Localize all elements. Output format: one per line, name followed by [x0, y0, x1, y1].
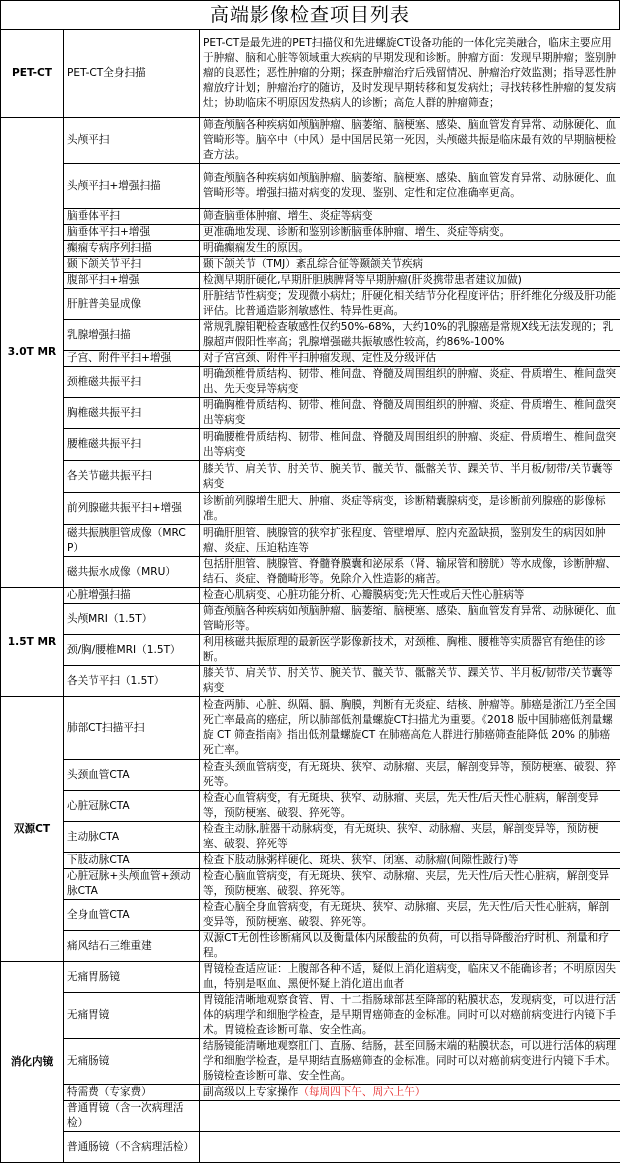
description-cell: 检测早期肝硬化,早期肝胆胰脾肾等早期肿瘤(肝炎携带患者建议加做) — [200, 273, 620, 289]
project-cell: 下肢动脉CTA — [64, 853, 200, 869]
description-text: 副高级以上专家操作 — [203, 1086, 298, 1098]
category-cell: 3.0T MR — [1, 118, 64, 588]
table-row — [1, 1101, 620, 1132]
table-row — [1, 289, 620, 320]
project-cell: 胸椎磁共振平扫 — [64, 398, 200, 429]
project-cell: 心脏冠脉CTA — [64, 791, 200, 822]
project-cell: 子宫、附件平扫+增强 — [64, 351, 200, 367]
exam-table — [0, 29, 620, 1163]
table-row — [1, 367, 620, 398]
table-row — [1, 351, 620, 367]
description-cell: 筛查颅脑各种疾病如颅脑肿瘤、脑萎缩、脑梗塞、感染、脑血管发育异常、动脉硬化、血管畸形等。增强扫描对病变的发现、鉴别、定性和定位准确率更高。 — [200, 164, 620, 209]
description-cell: 胃镜检查适应证：上腹部各种不适，疑似上消化道病变，临床又不能确诊者；不明原因失血，特别是呕血、黑便怀疑上消化道出血者 — [200, 962, 620, 993]
table-row — [1, 697, 620, 760]
table-row — [1, 461, 620, 493]
description-cell: 检查下肢动脉粥样硬化、斑块、狭窄、闭塞、动脉瘤(间隙性跛行)等 — [200, 853, 620, 869]
category-cell: 1.5T MR — [1, 588, 64, 697]
table-row — [1, 1132, 620, 1163]
description-cell: 利用核磁共振原理的最新医学影像新技术，对颈椎、胸椎、腰椎等实质器官有绝佳的诊断。 — [200, 635, 620, 666]
project-cell: 肺部CT扫描平扫 — [64, 697, 200, 760]
project-cell: 头颅平扫+增强扫描 — [64, 164, 200, 209]
project-cell: 肝脏普美显成像 — [64, 289, 200, 320]
project-cell: 脑垂体平扫+增强 — [64, 225, 200, 241]
table-row — [1, 429, 620, 461]
description-cell: 明确腰椎骨质结构、韧带、椎间盘、脊髓及周围组织的肿瘤、炎症、骨质增生、椎间盘突出等病变 — [200, 429, 620, 461]
table-row — [1, 557, 620, 588]
description-cell: 检查主动脉,脏器干动脉病变，有无斑块、狭窄、动脉瘤、夹层，解剖变异等，预防梗塞、破裂、猝死等 — [200, 822, 620, 853]
table-row — [1, 257, 620, 273]
table-row — [1, 791, 620, 822]
project-cell: 颞下颌关节平扫 — [64, 257, 200, 273]
project-cell: 乳腺增强扫描 — [64, 320, 200, 351]
table-row — [1, 760, 620, 791]
exam-table-body — [1, 30, 620, 1163]
table-row — [1, 525, 620, 557]
project-cell: 腹部平扫+增强 — [64, 273, 200, 289]
project-cell: 普通胃镜（含一次病理活检） — [64, 1101, 200, 1132]
category-cell: 消化内镜 — [1, 962, 64, 1163]
table-row — [1, 900, 620, 931]
page-title: 高端影像检查项目列表 — [0, 0, 620, 29]
project-cell: 头颅MRI（1.5T） — [64, 604, 200, 635]
description-cell: 检查心脑全身血管病变，有无斑块、狭窄、动脉瘤、夹层，先天性/后天性心脏病，解剖变异等，预防梗塞、破裂、猝死等。 — [200, 900, 620, 931]
category-cell: 双源CT — [1, 697, 64, 962]
project-cell: 头颅平扫 — [64, 118, 200, 164]
table-row — [1, 164, 620, 209]
description-cell: 明确颈椎骨质结构、韧带、椎间盘、脊髓及周围组织的肿瘤、炎症、骨质增生、椎间盘突出、先天变异等病变 — [200, 367, 620, 398]
project-cell: 颈椎磁共振平扫 — [64, 367, 200, 398]
project-cell: 特需费（专家费） — [64, 1085, 200, 1101]
project-cell: 无痛肠镜 — [64, 1039, 200, 1085]
project-cell: 无痛胃镜 — [64, 993, 200, 1039]
table-row — [1, 853, 620, 869]
project-cell: 各关节平扫（1.5T） — [64, 666, 200, 697]
description-cell: 常规乳腺钼靶检查敏感性仅约50%-68%，大约10%的乳腺癌是常规X线无法发现的；乳腺超声假阳性率高；乳腺增强磁共振敏感性较高，约86%-100% — [200, 320, 620, 351]
description-cell: 明确肝胆管、胰腺管的狭窄扩张程度、管壁增厚、腔内充盈缺损，鉴别发生的病因如肿瘤、炎症、压迫粘连等 — [200, 525, 620, 557]
project-cell: 前列腺磁共振平扫+增强 — [64, 493, 200, 525]
table-row — [1, 869, 620, 900]
project-cell: 心脏增强扫描 — [64, 588, 200, 604]
description-cell: 诊断前列腺增生肥大、肿瘤、炎症等病变，诊断精囊腺病变，是诊断前列腺癌的影像标准。 — [200, 493, 620, 525]
description-cell: 包括肝胆管、胰腺管、脊髓脊膜囊和泌尿系（肾、输尿管和膀胱）等水成像，诊断肿瘤、结石、炎症、脊髓畸形等。免除介入性造影的痛苦。 — [200, 557, 620, 588]
table-row — [1, 1085, 620, 1101]
description-cell: 检查心肌病变、心脏功能分析、心瓣膜病变;先天性或后天性心脏病等 — [200, 588, 620, 604]
table-row — [1, 822, 620, 853]
description-cell: 筛查脑垂体肿瘤、增生、炎症等病变 — [200, 209, 620, 225]
project-cell: 无痛胃肠镜 — [64, 962, 200, 993]
description-cell: 检查头颈血管病变，有无斑块、狭窄、动脉瘤、夹层，解剖变异等，预防梗塞、破裂、猝死等。 — [200, 760, 620, 791]
description-cell — [200, 1101, 620, 1132]
table-row — [1, 225, 620, 241]
project-cell: 磁共振水成像（MRU） — [64, 557, 200, 588]
project-cell: 心脏冠脉+头颅血管+颈动脉CTA — [64, 869, 200, 900]
schedule-highlight: （每周四下午、周六上午） — [298, 1086, 425, 1098]
table-row — [1, 993, 620, 1039]
project-cell: 各关节磁共振平扫 — [64, 461, 200, 493]
table-row — [1, 604, 620, 635]
project-cell: 头颈血管CTA — [64, 760, 200, 791]
table-row — [1, 320, 620, 351]
description-cell: 检查两肺、心脏、纵隔、膈、胸膜，判断有无炎症、结核、肿瘤等。肺癌是浙江乃至全国死亡率最高的癌症，所以肺部低剂量螺旋CT扫描尤为重要。《2018 版中国肺癌低剂量螺旋 CT 筛查指南》指出低剂量螺旋CT 在肺癌高危人群进行肺癌筛查能降低 20% 的肺癌死亡率。 — [200, 697, 620, 760]
description-cell: 检查心脑血管病变，有无斑块、狭窄、动脉瘤、夹层，先天性/后天性心脏病，解剖变异等，预防梗塞、破裂、猝死等。 — [200, 869, 620, 900]
description-cell: 筛查颅脑各种疾病如颅脑肿瘤、脑萎缩、脑梗塞、感染、脑血管发育异常、动脉硬化、血管畸形等。 — [200, 604, 620, 635]
table-row — [1, 118, 620, 164]
table-row — [1, 962, 620, 993]
description-cell: 明确胸椎骨质结构、韧带、椎间盘、脊髓及周围组织的肿瘤、炎症、骨质增生、椎间盘突出等病变 — [200, 398, 620, 429]
table-row — [1, 398, 620, 429]
table-row — [1, 931, 620, 962]
description-cell — [200, 1132, 620, 1163]
project-cell: PET-CT全身扫描 — [64, 30, 200, 118]
table-row — [1, 1039, 620, 1085]
description-cell: 胃镜能清晰地观察食管、胃、十二指肠球部甚至降部的粘膜状态，发现病变，可以进行活体的病理学和细胞学检查，是早期胃癌筛查的金标准。同时可以对癌前病变进行内镜下手术。胃镜检查诊断可靠、安全性高。 — [200, 993, 620, 1039]
project-cell: 普通肠镜（不含病理活检） — [64, 1132, 200, 1163]
project-cell: 腰椎磁共振平扫 — [64, 429, 200, 461]
table-row — [1, 666, 620, 697]
project-cell: 癫痫专病序列扫描 — [64, 241, 200, 257]
table-row — [1, 493, 620, 525]
project-cell: 主动脉CTA — [64, 822, 200, 853]
table-row — [1, 209, 620, 225]
project-cell: 脑垂体平扫 — [64, 209, 200, 225]
description-cell: 对子宫宫颈、附件平扫肿瘤发现、定性及分级评估 — [200, 351, 620, 367]
description-cell: 更准确地发现、诊断和鉴别诊断脑垂体肿瘤、增生、炎症等病变。 — [200, 225, 620, 241]
description-cell: 筛查颅脑各种疾病如颅脑肿瘤、脑萎缩、脑梗塞、感染、脑血管发育异常、动脉硬化、血管畸形等。脑卒中（中风）是中国居民第一死因，头颅磁共振是临床最有效的早期脑梗检查方法。 — [200, 118, 620, 164]
description-cell: 明确癫痫发生的原因。 — [200, 241, 620, 257]
description-cell: 结肠镜能清晰地观察肛门、直肠、结肠，甚至回肠末端的粘膜状态，可以进行活体的病理学和细胞学检查，是早期结直肠癌筛查的金标准。同时可以对癌前病变进行内镜下手术。肠镜检查诊断可靠、安全性高。 — [200, 1039, 620, 1085]
description-cell: 膝关节、肩关节、肘关节、腕关节、髋关节、骶髂关节、踝关节、半月板/韧带/关节囊等病变 — [200, 461, 620, 493]
description-cell: PET-CT是最先进的PET扫描仪和先进螺旋CT设备功能的一体化完美融合，临床主要应用于肿瘤、脑和心脏等领域重大疾病的早期发现和诊断。肿瘤方面：发现早期肿瘤；鉴别肿瘤的良恶性；恶性肿瘤的分期；探查肿瘤治疗后残留情况、肿瘤治疗效监测；指导恶性肿瘤放疗计划；肿瘤治疗的随访，及时发现早期转移和复发病灶；寻找转移性肿瘤的复发病灶；协助临床不明原因发热病人的诊断；高危人群的肿瘤筛查； — [200, 30, 620, 118]
project-cell: 痛风结石三维重建 — [64, 931, 200, 962]
table-row — [1, 241, 620, 257]
category-cell: PET-CT — [1, 30, 64, 118]
description-cell: 肝脏结节性病变；发现微小病灶；肝硬化相关结节分化程度评估；肝纤维化分级及肝功能评估。比普通造影剂敏感性、特异性更高。 — [200, 289, 620, 320]
project-cell: 全身血管CTA — [64, 900, 200, 931]
table-row — [1, 635, 620, 666]
description-cell: 检查心血管病变，有无斑块、狭窄、动脉瘤、夹层，先天性/后天性心脏病，解剖变异等，预防梗塞、破裂、猝死等。 — [200, 791, 620, 822]
table-row — [1, 273, 620, 289]
description-cell — [200, 1085, 620, 1101]
description-cell: 颞下颌关节（TMJ）紊乱综合征等颞颌关节疾病 — [200, 257, 620, 273]
project-cell: 颈/胸/腰椎MRI（1.5T） — [64, 635, 200, 666]
table-row — [1, 588, 620, 604]
description-cell: 双源CT无创性诊断痛风以及衡量体内尿酸盐的负荷，可以指导降酸治疗时机、剂量和疗程。 — [200, 931, 620, 962]
description-cell: 膝关节、肩关节、肘关节、腕关节、髋关节、骶髂关节、踝关节、半月板/韧带/关节囊等病变 — [200, 666, 620, 697]
project-cell: 磁共振胰胆管成像（MRCP） — [64, 525, 200, 557]
table-row — [1, 30, 620, 118]
